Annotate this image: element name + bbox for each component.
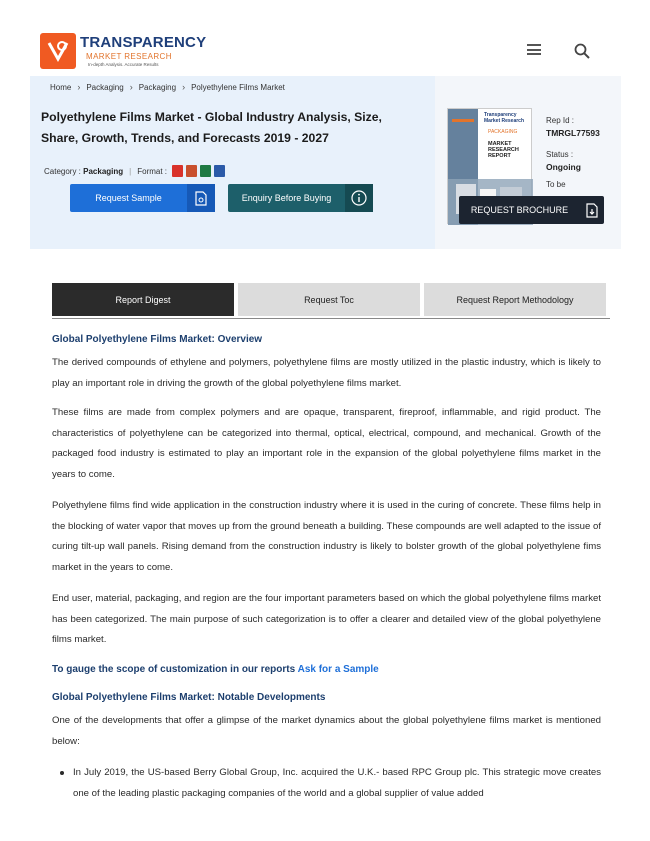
paragraph: These films are made from complex polymers and are opaque, transparent, fireproof, inflammable, and rigid product. The characteristics of polyethylene can be categorized into thermal, optical, electrical, compound, and mechanical. Growth of the packaged food industry is estimated to play an important role in the expansion of the global polyethylene films market in the years to come. bbox=[52, 407, 601, 480]
customization-cta bbox=[52, 664, 379, 675]
cover-title-line3: REPORT bbox=[488, 153, 511, 159]
ask-sample-link[interactable]: Ask for a Sample bbox=[297, 664, 379, 675]
document-icon bbox=[187, 184, 215, 212]
rep-id-value: TMRGL77593 bbox=[546, 128, 600, 138]
tab-report-digest[interactable]: Report Digest bbox=[52, 283, 234, 316]
report-meta: Category : Packaging | Format : bbox=[44, 165, 225, 177]
chevron-right-icon: › bbox=[129, 82, 133, 92]
cover-title-line1: MARKET bbox=[488, 141, 512, 147]
logo-title: TRANSPARENCY bbox=[80, 33, 207, 51]
request-sample-label: Request Sample bbox=[95, 193, 162, 203]
cover-brand: Transparency Market Research bbox=[484, 112, 525, 124]
chevron-right-icon: › bbox=[77, 82, 81, 92]
category-value[interactable]: Packaging bbox=[83, 166, 124, 176]
section-heading-developments: Global Polyethylene Films Market: Notable Developments bbox=[52, 692, 326, 703]
site-logo[interactable] bbox=[40, 33, 206, 69]
rep-id-label: Rep Id : bbox=[546, 116, 575, 125]
breadcrumb-packaging-sub[interactable]: Packaging bbox=[138, 82, 177, 92]
breadcrumb-current: Polyethylene Films Market bbox=[191, 82, 285, 92]
request-brochure-button[interactable] bbox=[459, 196, 604, 224]
to-be-label: To be bbox=[546, 180, 566, 189]
paragraph: The derived compounds of ethylene and polymers, polyethylene films are mostly utilized in the plastic industry, which is likely to play an important role in driving the growth of the global polyethylene films market. bbox=[52, 357, 601, 389]
logo-subtitle: MARKET RESEARCH bbox=[86, 51, 172, 61]
category-label: Category : bbox=[44, 166, 81, 176]
info-icon bbox=[345, 184, 373, 212]
breadcrumb bbox=[50, 82, 285, 92]
chevron-right-icon: › bbox=[182, 82, 186, 92]
status-value: Ongoing bbox=[546, 162, 581, 172]
cta-text: To gauge the scope of customization in our reports bbox=[52, 664, 296, 675]
logo-mark-icon bbox=[40, 33, 76, 69]
hamburger-icon[interactable] bbox=[527, 44, 541, 55]
tab-request-toc[interactable]: Request Toc bbox=[238, 283, 420, 316]
report-side-card bbox=[435, 76, 621, 249]
site-header bbox=[0, 0, 650, 76]
logo-tagline: In-depth Analysis. Accurate Results bbox=[88, 61, 159, 67]
tab-request-methodology[interactable]: Request Report Methodology bbox=[424, 283, 606, 316]
format-label: Format : bbox=[137, 166, 168, 176]
section-heading-overview: Global Polyethylene Films Market: Overview bbox=[52, 334, 263, 345]
status-label: Status : bbox=[546, 150, 574, 159]
page-title: Polyethylene Films Market - Global Industry Analysis, Size, Share, Growth, Trends, and Forecasts 2019 - 2027 bbox=[41, 110, 382, 145]
request-brochure-label: REQUEST BROCHURE bbox=[470, 205, 569, 215]
xls-icon bbox=[200, 165, 211, 177]
request-sample-button[interactable] bbox=[70, 184, 215, 212]
paragraph: End user, material, packaging, and region are the four important parameters based on which the global polyethylene films market has been categorized. The main purpose of such categorization is to offer a clearer and detailed view of the global polyethylene films market. bbox=[52, 593, 601, 645]
ppt-icon bbox=[186, 165, 197, 177]
cover-tag: PACKAGING bbox=[488, 129, 518, 135]
bullet-icon bbox=[60, 771, 64, 775]
paragraph: One of the developments that offer a glimpse of the market dynamics about the global polyethylene films market is mentioned below: bbox=[52, 715, 601, 747]
doc-icon bbox=[214, 165, 225, 177]
list-item bbox=[60, 763, 601, 804]
paragraph: Polyethylene films find wide application in the construction industry where it is used in the curing of concrete. These films help in the blocking of water vapor that moves up from the ground beneath a building. These compounds are well adapted to the issue of curing tilt-up wall panels. Rising demand from the construction industry is likely to bolster growth of the global polyethylene fims market in the years to come. bbox=[52, 500, 601, 573]
document-icon bbox=[580, 203, 604, 218]
pdf-icon bbox=[172, 165, 183, 177]
report-details bbox=[546, 114, 616, 191]
breadcrumb-home[interactable]: Home bbox=[50, 82, 72, 92]
cover-title-line2: RESEARCH bbox=[488, 147, 519, 153]
enquiry-label: Enquiry Before Buying bbox=[241, 193, 332, 203]
breadcrumb-packaging[interactable]: Packaging bbox=[86, 82, 124, 92]
report-hero bbox=[30, 76, 621, 249]
enquiry-button[interactable] bbox=[228, 184, 373, 212]
list-item-text: In July 2019, the US-based Berry Global Group, Inc. acquired the U.K.- based RPC Group plc. This strategic move creates one of the leading plastic packaging companies of the world and a global supplier of value added bbox=[73, 767, 601, 799]
report-tabs bbox=[52, 283, 610, 319]
search-icon[interactable] bbox=[574, 43, 590, 59]
